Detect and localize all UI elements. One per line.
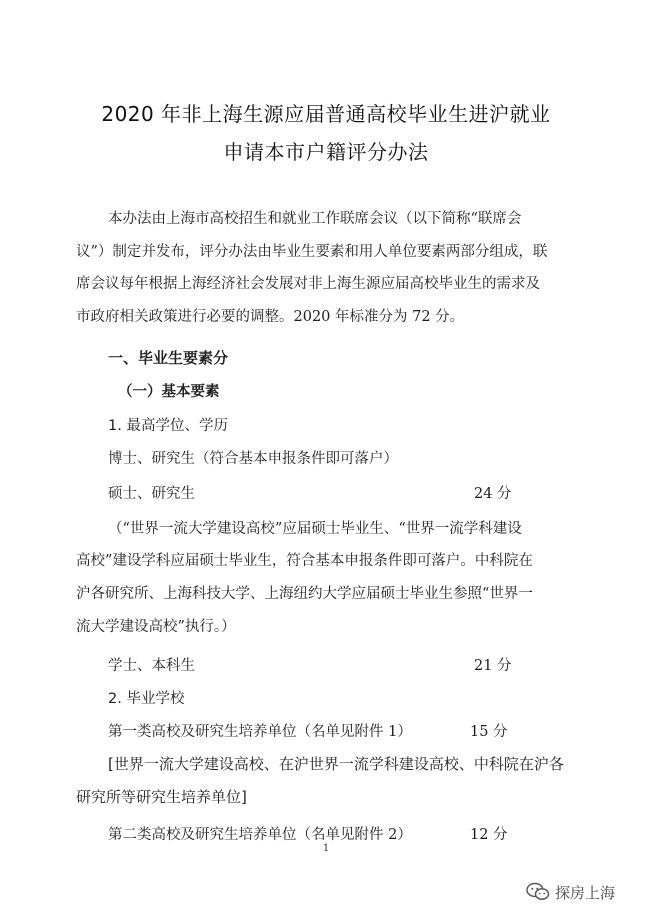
- document-title-line1: 2020 年非上海生源应届普通高校毕业生进沪就业: [101, 102, 551, 126]
- school-class1-score: 15 分: [470, 724, 508, 740]
- school-class2-label: 第二类高校及研究生培养单位（名单见附件 2）: [108, 827, 412, 843]
- item-heading: 1. 最高学位、学历: [108, 418, 228, 434]
- master-note-line: 流大学建设高校”执行。）: [76, 619, 236, 635]
- intro-paragraph-line: 市政府相关政策进行必要的调整。2020 年标准分为 72 分。: [76, 309, 465, 325]
- degree-bachelor-label: 学士、本科生: [108, 658, 195, 674]
- intro-paragraph-line: 本办法由上海市高校招生和就业工作联席会议（以下简称“联席会: [108, 211, 522, 227]
- master-note-line: 高校”建设学科应届硕士毕业生，符合基本申报条件即可落户。中科院在: [76, 553, 533, 569]
- degree-master-score: 24 分: [474, 486, 512, 502]
- degree-master-label: 硕士、研究生: [108, 486, 195, 502]
- degree-doctor: 博士、研究生（符合基本申报条件即可落户）: [108, 451, 398, 467]
- master-note-line: （“世界一流大学建设高校”应届硕士毕业生、“世界一流学科建设: [108, 521, 522, 537]
- intro-paragraph-line: 议”）制定并发布，评分办法由毕业生要素和用人单位要素两部分组成，联: [76, 244, 548, 260]
- document-title-line2: 申请本市户籍评分办法: [223, 140, 429, 164]
- intro-paragraph-line: 席会议每年根据上海经济社会发展对非上海生源应届高校毕业生的需求及: [76, 276, 540, 292]
- subsection-heading: （一）基本要素: [118, 383, 220, 400]
- class1-note-line: 研究所等研究生培养单位]: [76, 788, 247, 806]
- school-class1-label: 第一类高校及研究生培养单位（名单见附件 1）: [108, 724, 412, 740]
- school-class2-score: 12 分: [470, 827, 508, 843]
- class1-note-line: [世界一流大学建设高校、在沪世界一流学科建设高校、中科院在沪各: [108, 755, 564, 773]
- master-note-line: 沪各研究所、上海科技大学、上海纽约大学应届硕士毕业生参照“世界一: [76, 586, 533, 602]
- section-heading: 一、毕业生要素分: [108, 349, 229, 367]
- watermark-text: 探房上海: [555, 883, 616, 902]
- page-number: 1: [322, 843, 330, 854]
- item-heading: 2. 毕业学校: [108, 691, 185, 707]
- degree-bachelor-score: 21 分: [474, 658, 512, 674]
- wechat-icon: [526, 882, 550, 902]
- watermark: [526, 880, 615, 904]
